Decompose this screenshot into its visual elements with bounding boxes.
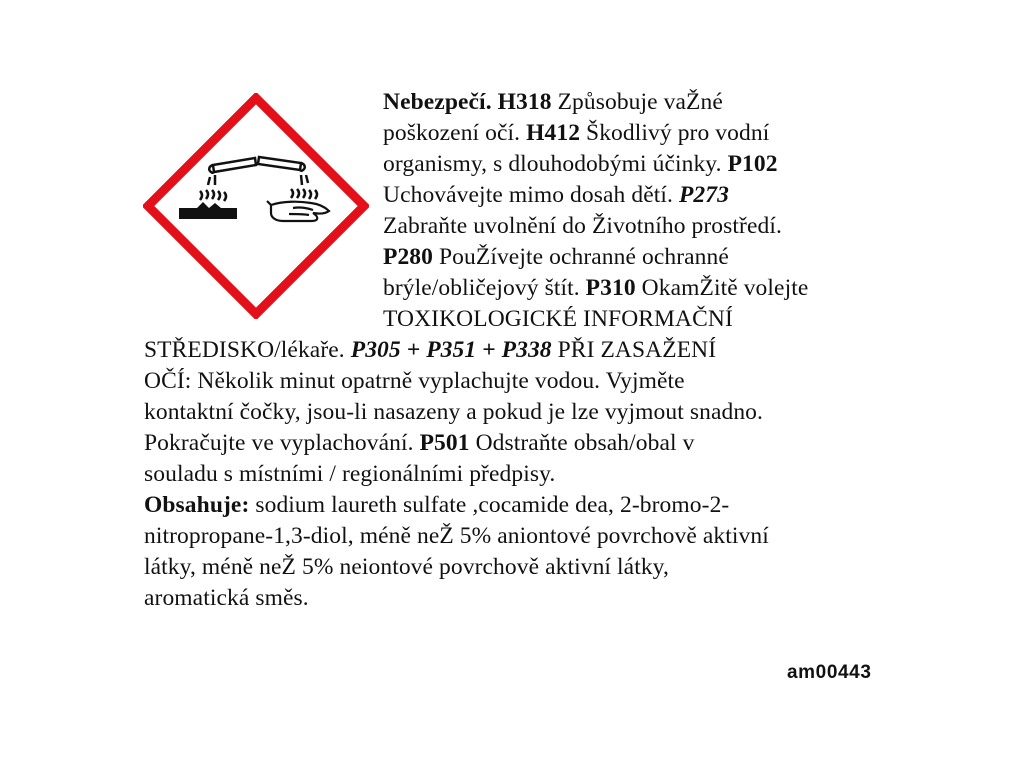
- label-line: Pokračujte ve vyplachování. P501 Odstraňte obsah/obal v: [144, 430, 695, 456]
- label-line: nitropropane-1,3-diol, méně neŽ 5% aniontové povrchově aktivní: [144, 523, 769, 549]
- label-line: kontaktní čočky, jsou-li nasazeny a pokud je lze vyjmout snadno.: [144, 399, 763, 425]
- label-line: OČÍ: Několik minut opatrně vyplachujte vodou. Vyjměte: [144, 368, 685, 394]
- label-line: organismy, s dlouhodobými účinky. P102: [383, 151, 778, 177]
- label-line: Nebezpečí. H318 Způsobuje vaŽné: [383, 89, 723, 115]
- label-line: STŘEDISKO/lékaře. P305 + P351 + P338 PŘI ZASAŽENÍ: [144, 337, 717, 363]
- ghs05-corrosion-icon: [143, 93, 369, 319]
- label-line: aromatická směs.: [144, 585, 309, 611]
- label-line: brýle/obličejový štít. P310 OkamŽitě volejte: [383, 275, 809, 301]
- product-code: am00443: [787, 662, 872, 683]
- label-line: Zabraňte uvolnění do Životního prostředí.: [383, 213, 782, 239]
- label-line: poškození očí. H412 Škodlivý pro vodní: [383, 120, 770, 146]
- label-line: TOXIKOLOGICKÉ INFORMAČNÍ: [383, 306, 733, 332]
- label-line: P280 PouŽívejte ochranné ochranné: [383, 244, 729, 270]
- label-line: Uchovávejte mimo dosah dětí. P273: [383, 182, 729, 208]
- label-line: Obsahuje: sodium laureth sulfate ,cocamide dea, 2-bromo-2-: [144, 492, 730, 518]
- label-line: látky, méně neŽ 5% neiontové povrchově aktivní látky,: [144, 554, 669, 580]
- corroded-bar: [179, 208, 237, 219]
- label-line: souladu s místními / regionálními předpisy.: [144, 461, 556, 487]
